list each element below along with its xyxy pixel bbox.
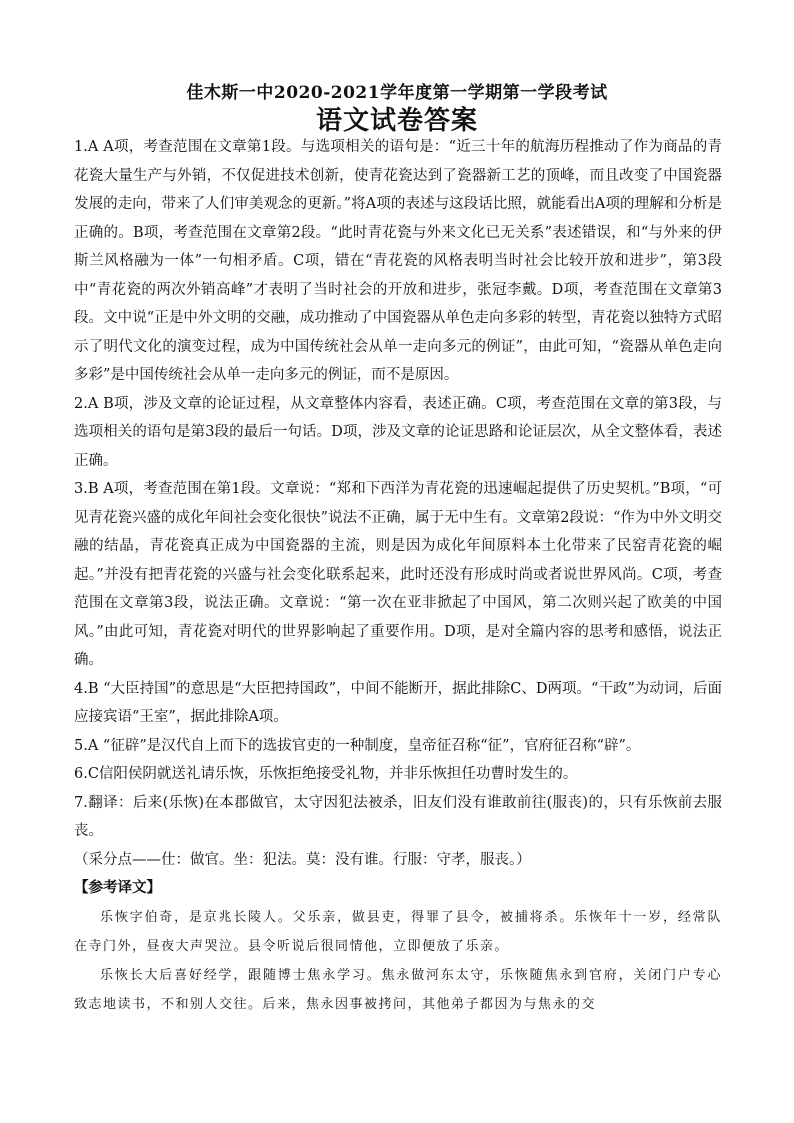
reference-translation	[74, 903, 722, 1019]
exam-header: 佳木斯一中2020-2021学年度第一学期第一学段考试	[186, 83, 608, 103]
translation-paragraph: 乐恢字伯奇，是京兆长陵人。父乐亲，做县吏，得罪了县令，被捕将杀。乐恢年十一岁，经常队在寺门外，昼夜大声哭泣。县令听说后很同情他，立即便放了乐亲。	[74, 909, 722, 954]
page-title: 语文试卷答案	[315, 106, 478, 136]
reference-heading: 【参考译文】	[74, 879, 161, 896]
answer-item: 4.B “大臣持国”的意思是“大臣把持国政”，中间不能断开，据此排除C、D两项。“干政”为动词，后面应接宾语“王室”，据此排除A项。	[74, 680, 722, 725]
answer-item: 3.B A项，考查范围在第1段。文章说：“郑和下西洋为青花瓷的迅速崛起提供了历史契机。”B项，“可见青花瓷兴盛的成化年间社会变化很快”说法不正确，属于无中生有。文章第2段说：“作为中外文明交融的结晶，青花瓷真正成为中国瓷器的主流，则是因为成化年间原料本土化带来了民窑青花瓷的崛起。”并没有把青花瓷的兴盛与社会变化联系起来，此时还没有形成时尚或者说世界风尚。C项，考查范围在文章第3段，说法正确。文章说：“第一次在亚非掀起了中国风，第二次则兴起了欧美的中国风。”由此可知，青花瓷对明代的世界影响起了重要作用。D项，是对全篇内容的思考和感悟，说法正确。	[74, 481, 722, 668]
answer-item: 1.A A项，考查范围在文章第1段。与选项相关的语句是：“近三十年的航海历程推动了作为商品的青花瓷大量生产与外销，不仅促进技术创新，使青花瓷达到了瓷器新工艺的顶峰，而且改变了中国瓷器发展的走向，带来了人们审美观念的更新。”将A项的表述与这段话比照，就能看出A项的理解和分析是正确的。B项，考查范围在文章第2段。“此时青花瓷与外来文化已无关系”表述错误，和“与外来的伊斯兰风格融为一体”一句相矛盾。C项，错在“青花瓷的风格表明当时社会比较开放和进步”，第3段中“青花瓷的两次外销高峰”才表明了当时社会的开放和进步，张冠李戴。D项，考查范围在文章第3段。文中说“正是中外文明的交融，成功推动了中国瓷器从单色走向多彩的转型，青花瓷以独特方式昭示了明代文化的演变过程，成为中国传统社会从单一走向多元的例证”，由此可知，“瓷器从单色走向多彩”是中国传统社会从单一走向多元的例证，而不是原因。	[74, 139, 722, 383]
translation-paragraph: 乐恢长大后喜好经学，跟随博士焦永学习。焦永做河东太守，乐恢随焦永到官府，关闭门户专心致志地读书，不和别人交往。后来，焦永因事被拷问，其他弟子都因为与焦永的交	[74, 967, 722, 1012]
scoring-points: （采分点——仕：做官。坐：犯法。莫：没有谁。行服：守孝，服丧。）	[74, 851, 531, 868]
answer-item: 2.A B项，涉及文章的论证过程，从文章整体内容看，表述正确。C项，考查范围在文章的第3段，与选项相关的语句是第3段的最后一句话。D项，涉及文章的论证思路和论证层次，从全文整体看，表述正确。	[74, 395, 722, 469]
answer-item: 6.C信阳侯阴就送礼请乐恢，乐恢拒绝接受礼物，并非乐恢担任功曹时发生的。	[74, 766, 578, 782]
answer-item: 7.翻译：后来(乐恢)在本郡做官，太守因犯法被杀，旧友们没有谁敢前往(服丧)的，只有乐恢前去服丧。	[74, 794, 722, 839]
answer-item: 5.A “征辟”是汉代自上而下的选拔官吏的一种制度，皇帝征召称“征”，官府征召称“辟”。	[74, 737, 641, 754]
answer-body	[74, 133, 722, 1019]
